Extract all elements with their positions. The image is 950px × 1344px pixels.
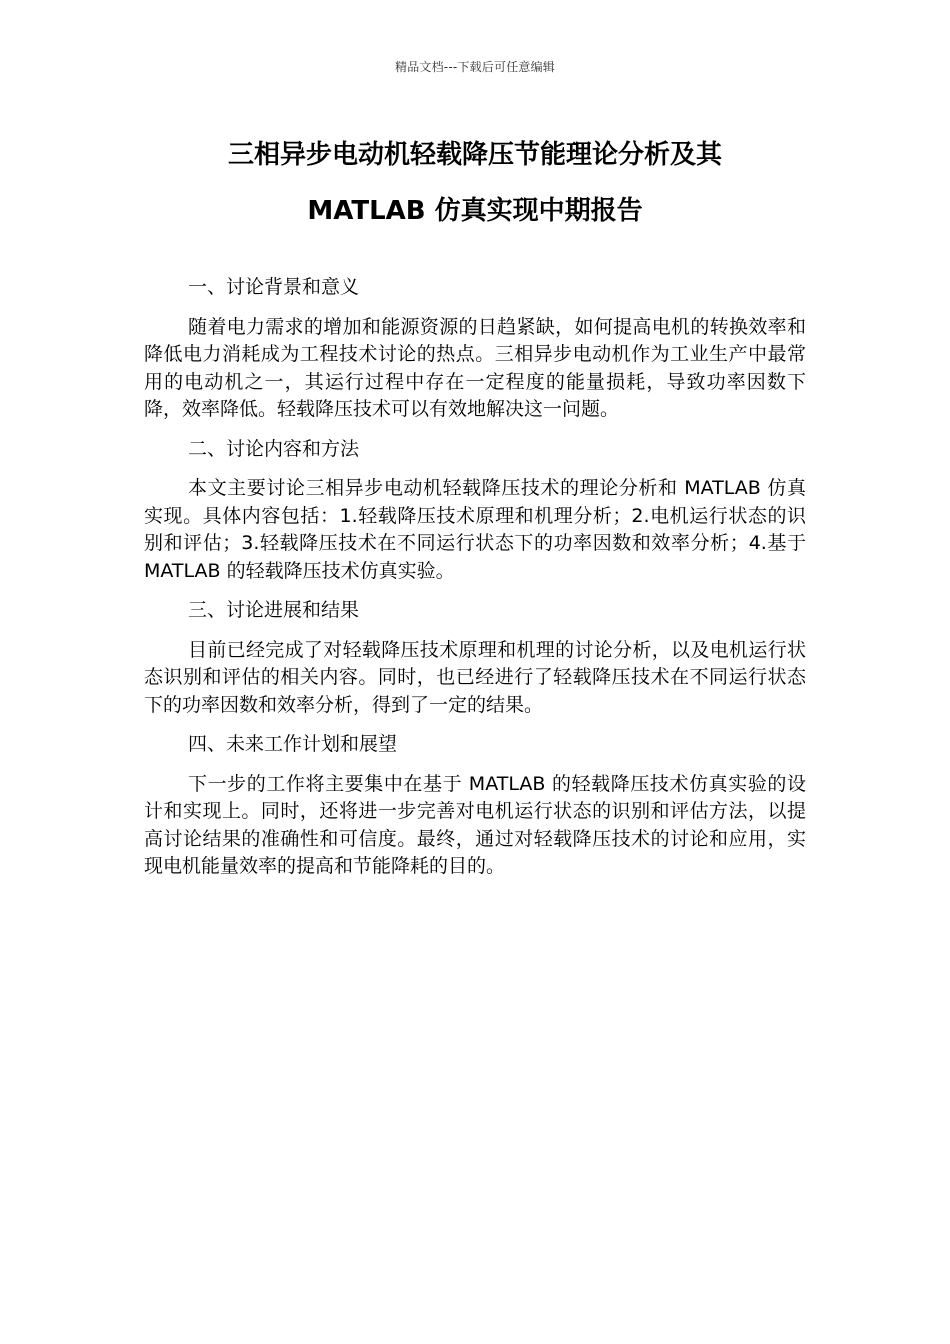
section-paragraph-progress-results: 目前已经完成了对轻载降压技术原理和机理的讨论分析，以及电机运行状态识别和评估的相关内容。同时，也已经进行了轻载降压技术在不同运行状态下的功率因数和效率分析，得到了一定的结果。 — [144, 638, 806, 716]
section-heading-background: 一、讨论背景和意义 — [188, 276, 360, 298]
section-paragraph-future-plan: 下一步的工作将主要集中在基于 MATLAB 的轻载降压技术仿真实验的设计和实现上。同时，还将进一步完善对电机运行状态的识别和评估方法，以提高讨论结果的准确性和可信度。最终，通过对轻载降压技术的讨论和应用，实现电机能量效率的提高和节能降耗的目的。 — [144, 772, 806, 877]
section-paragraph-content-method: 本文主要讨论三相异步电动机轻载降压技术的理论分析和 MATLAB 仿真实现。具体内容包括：1.轻载降压技术原理和机理分析；2.电机运行状态的识别和评估；3.轻载降压技术在不同运行状态下的功率因数和效率分析；4.基于 MATLAB 的轻载降压技术仿真实验。 — [144, 477, 806, 582]
document-title-line-2: MATLAB 仿真实现中期报告 — [307, 196, 643, 226]
document-title-line-1: 三相异步电动机轻载降压节能理论分析及其 — [227, 140, 722, 170]
section-heading-progress-results: 三、讨论进展和结果 — [188, 599, 360, 621]
section-heading-future-plan: 四、未来工作计划和展望 — [188, 733, 398, 755]
section-heading-content-method: 二、讨论内容和方法 — [188, 437, 360, 460]
section-paragraph-background: 随着电力需求的增加和能源资源的日趋紧缺，如何提高电机的转换效率和降低电力消耗成为工程技术讨论的热点。三相异步电动机作为工业生产中最常用的电动机之一，其运行过程中存在一定程度的能量损耗，导致功率因数下降，效率降低。轻载降压技术可以有效地解决这一问题。 — [144, 315, 806, 420]
header-note: 精品文档---下载后可任意编辑 — [395, 60, 555, 74]
document-body — [144, 274, 806, 893]
